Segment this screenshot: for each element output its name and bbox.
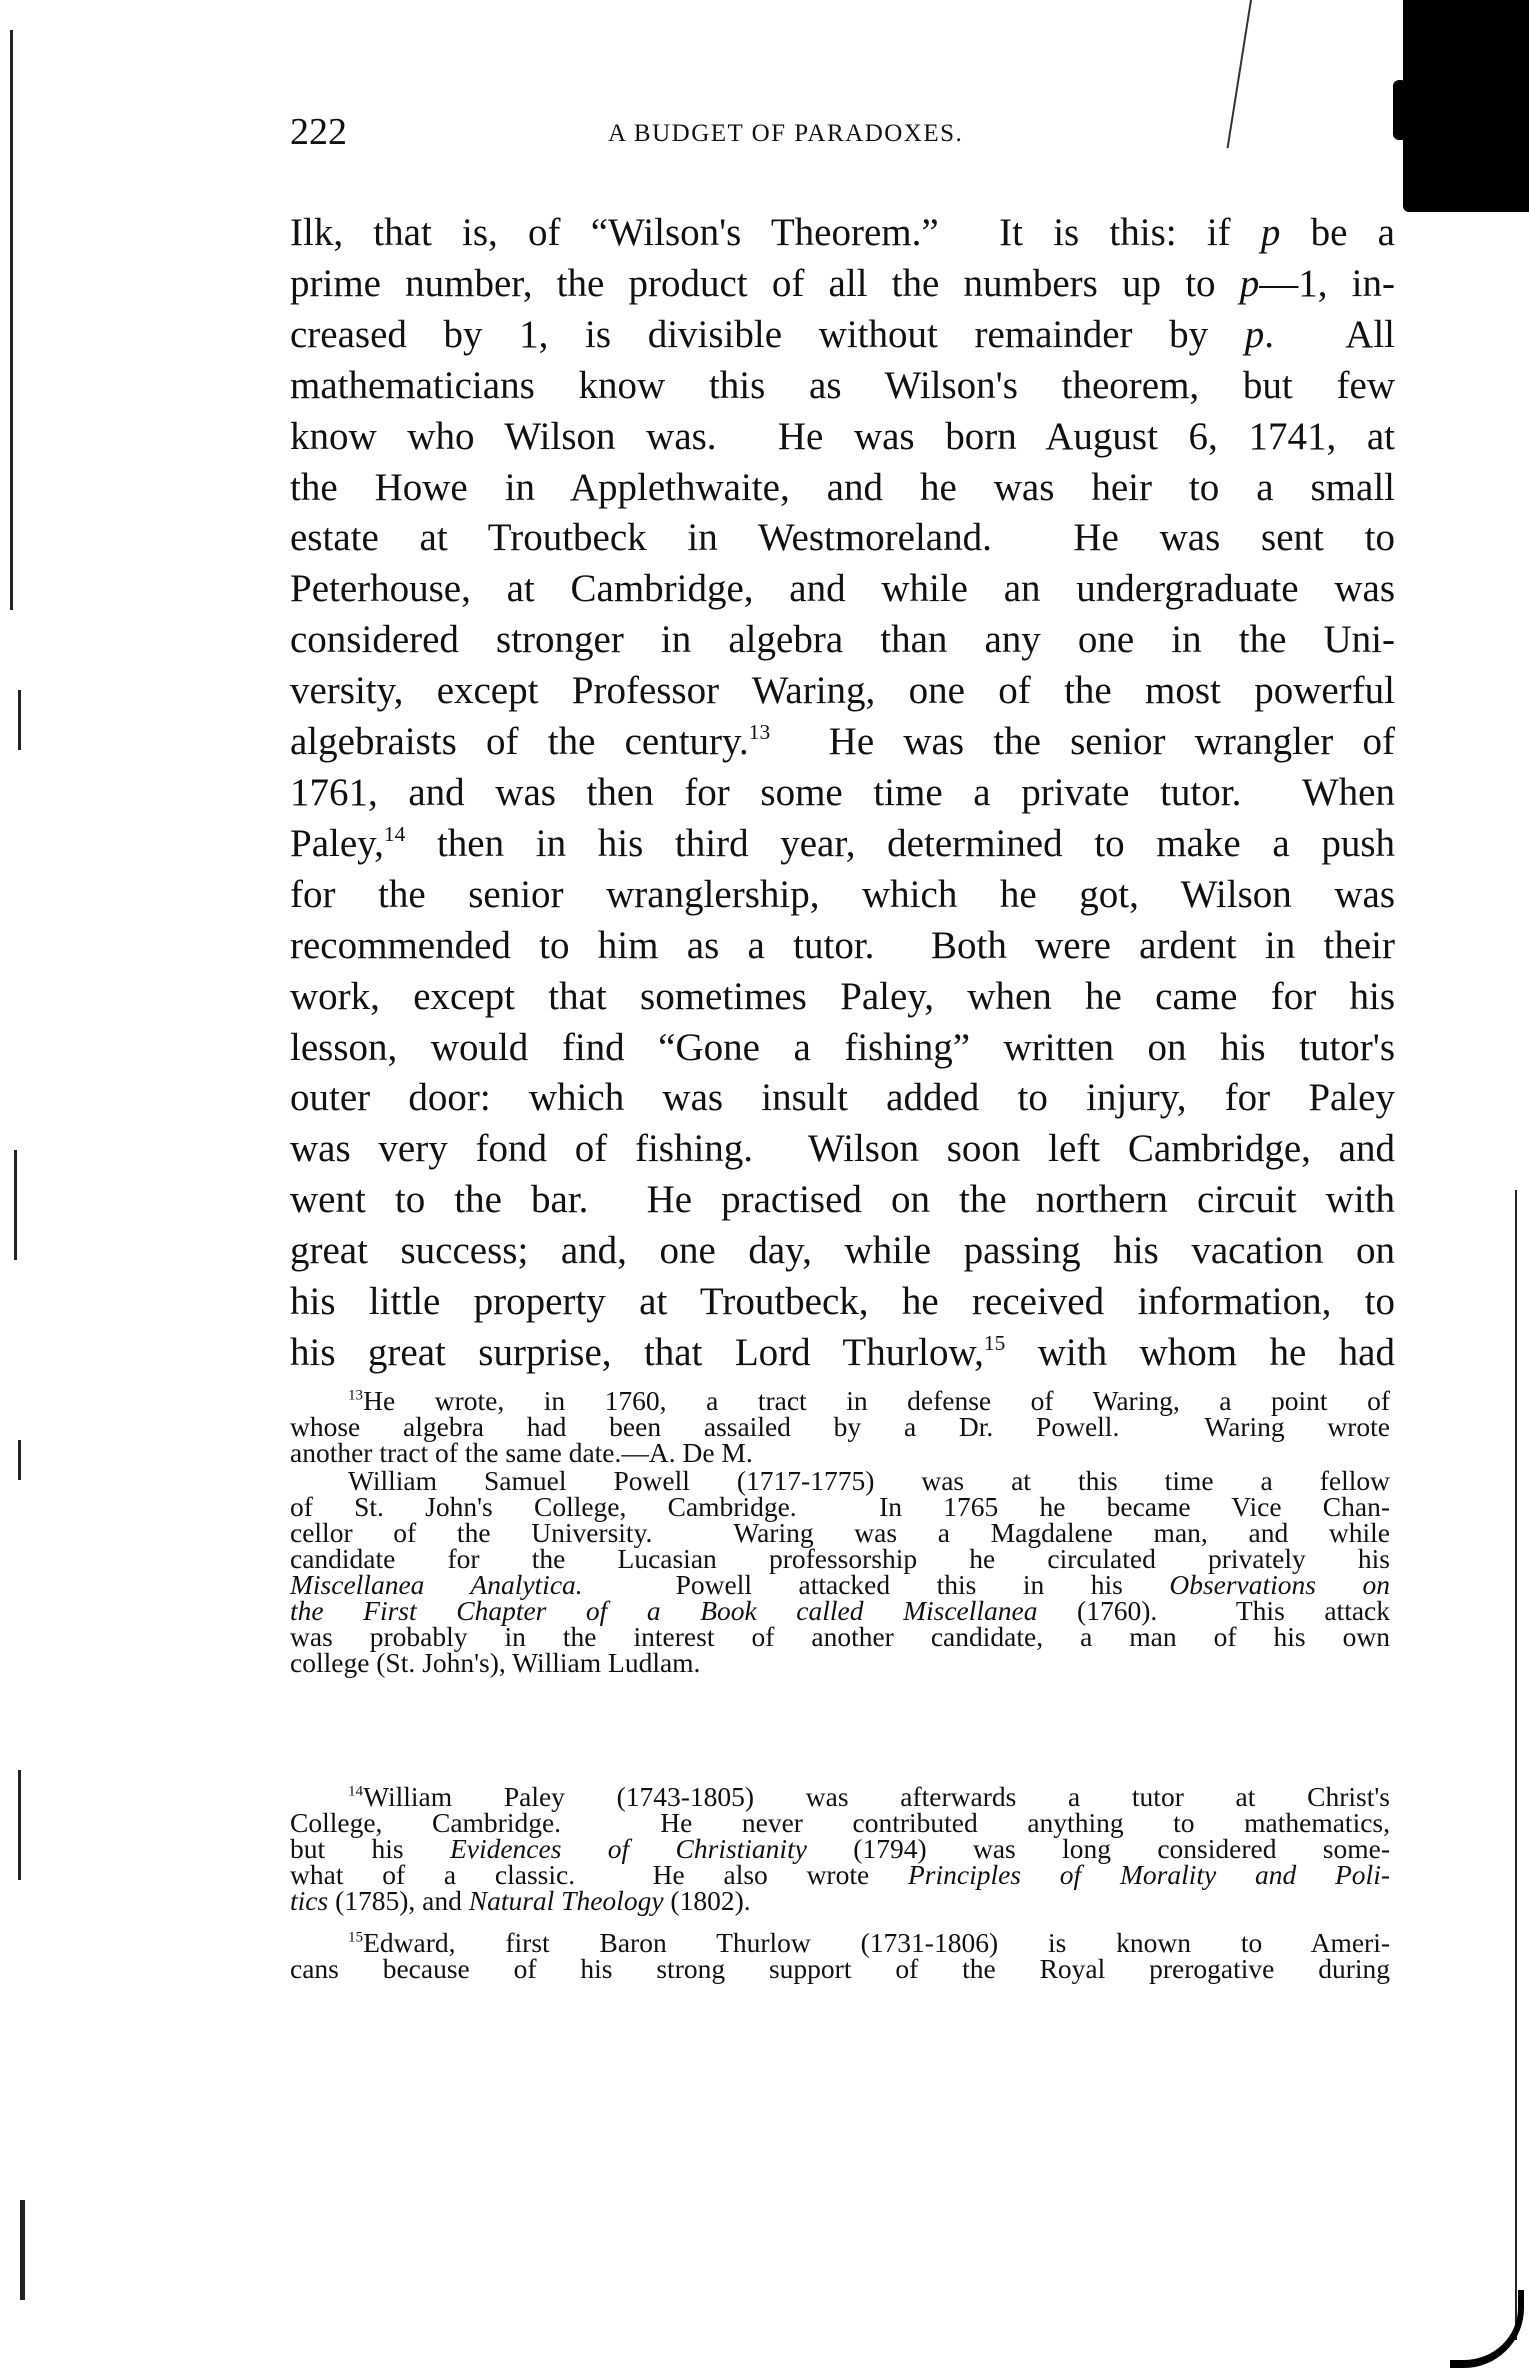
text-run: Peterhouse, at Cambridge, and while an undergraduate was xyxy=(290,567,1395,611)
scan-dark-corner xyxy=(1403,0,1529,212)
italic-text: Principles of Morality and Poli- xyxy=(907,1859,1390,1890)
text-run: candidate for the Lucasian professorship he circulated privately his xyxy=(290,1543,1390,1574)
text-line xyxy=(290,310,1395,361)
text-run: work, except that sometimes Paley, when he came for his xyxy=(290,974,1395,1018)
text-run: William Samuel Powell (1717-1775) was at this time a fellow xyxy=(348,1465,1390,1496)
text-run: of St. John's College, Cambridge. In 1765 he became Vice Chan- xyxy=(290,1491,1390,1522)
text-run: with whom he had xyxy=(1005,1330,1395,1374)
text-run: creased by 1, is divisible without remainder by xyxy=(290,312,1245,356)
text-run: algebraists of the century. xyxy=(290,720,749,764)
text-line xyxy=(290,972,1395,1023)
footnote-marker: 15 xyxy=(983,1330,1006,1355)
text-line xyxy=(290,615,1395,666)
text-line xyxy=(290,1175,1395,1226)
text-run: considered stronger in algebra than any one in the Uni- xyxy=(290,618,1395,662)
text-run: Paley, xyxy=(290,821,384,865)
text-run: versity, except Professor Waring, one of the most powerful xyxy=(290,669,1395,713)
italic-text: Natural Theology xyxy=(468,1885,664,1916)
scan-binding-mark xyxy=(20,2200,25,2300)
text-run: was very fond of fishing. Wilson soon left Cambridge, and xyxy=(290,1127,1395,1171)
text-line xyxy=(290,870,1395,921)
text-run: He wrote, in 1760, a tract in defense of Waring, a point of xyxy=(363,1385,1390,1416)
text-run: college (St. John's), William Ludlam. xyxy=(290,1647,701,1678)
italic-text: Evidences of Christianity xyxy=(449,1833,807,1864)
text-line xyxy=(290,1437,1390,1468)
text-run: outer door: which was insult added to injury, for Paley xyxy=(290,1076,1395,1120)
text-line xyxy=(290,1226,1395,1277)
footnote-marker: 13 xyxy=(748,720,771,745)
text-run: He was the senior wrangler of xyxy=(770,720,1395,764)
text-line xyxy=(290,1073,1395,1124)
text-line xyxy=(290,666,1395,717)
body-text xyxy=(290,208,1395,1379)
text-run: Edward, first Baron Thurlow (1731-1806) is known to Ameri- xyxy=(363,1927,1390,1958)
scan-binding-mark xyxy=(18,1770,21,1880)
text-run: —1, in- xyxy=(1259,261,1395,305)
scan-binding-mark xyxy=(18,690,21,750)
text-line xyxy=(290,1328,1395,1379)
text-line xyxy=(290,921,1395,972)
scan-pencil-mark xyxy=(1227,0,1252,148)
footnote-15 xyxy=(290,1927,1390,1984)
text-run: his great surprise, that Lord Thurlow, xyxy=(290,1330,984,1374)
text-run: the Howe in Applethwaite, and he was heir to a small xyxy=(290,465,1395,509)
text-line xyxy=(290,717,1395,768)
scan-page-edge xyxy=(1515,1190,1517,2340)
scan-binding-mark xyxy=(18,1440,21,1480)
text-line xyxy=(290,1953,1390,1984)
footnote-marker: 15 xyxy=(348,1929,364,1946)
text-run: recommended to him as a tutor. Both were ardent in their xyxy=(290,923,1395,967)
text-line xyxy=(290,259,1395,310)
text-run: but his xyxy=(290,1833,450,1864)
text-run: lesson, would find “Gone a fishing” written on his tutor's xyxy=(290,1025,1395,1069)
text-run: (1794) was long considered some- xyxy=(806,1833,1391,1864)
italic-text: p xyxy=(1244,312,1265,356)
scan-page-curl xyxy=(1450,2290,1524,2368)
text-run: mathematicians know this as Wilson's theorem, but few xyxy=(290,363,1395,407)
text-line xyxy=(290,1647,1390,1678)
text-run: (1802). xyxy=(663,1885,751,1916)
text-run: whose algebra had been assailed by a Dr. Powell. Waring wrote xyxy=(290,1411,1390,1442)
text-line xyxy=(290,1277,1395,1328)
text-line xyxy=(290,208,1395,259)
text-run: Ilk, that is, of “Wilson's Theorem.” It is this: if xyxy=(290,211,1261,254)
footnote-marker: 14 xyxy=(348,1783,364,1800)
footnote-13 xyxy=(290,1385,1390,1468)
text-run: then in his third year, determined to make a push xyxy=(405,821,1395,865)
text-line xyxy=(290,1023,1395,1074)
text-run: know who Wilson was. He was born August 6, 1741, at xyxy=(290,414,1395,458)
text-run: cellor of the University. Waring was a Magdalene man, and while xyxy=(290,1517,1390,1548)
italic-text: Miscellanea Analytica. xyxy=(290,1569,583,1600)
text-line xyxy=(290,463,1395,514)
italic-text: tics xyxy=(290,1885,329,1916)
text-run: cans because of his strong support of the Royal prerogative during xyxy=(290,1953,1390,1984)
text-line xyxy=(290,412,1395,463)
page-number: 222 xyxy=(290,111,347,153)
italic-text: the First Chapter of a Book called Miscellanea xyxy=(290,1595,1038,1626)
footnote-13-editor-note xyxy=(290,1465,1390,1678)
running-title: A BUDGET OF PARADOXES. xyxy=(608,120,964,147)
text-run: William Paley (1743-1805) was afterwards a tutor at Christ's xyxy=(363,1781,1390,1812)
text-run: for the senior wranglership, which he got, Wilson was xyxy=(290,872,1395,916)
text-run: Powell attacked this in his xyxy=(582,1569,1170,1600)
text-line xyxy=(290,513,1395,564)
text-run: . All xyxy=(1264,312,1395,356)
text-run: another tract of the same date.—A. De M. xyxy=(290,1437,753,1468)
text-line xyxy=(290,1885,1390,1916)
text-run: prime number, the product of all the numbers up to xyxy=(290,261,1240,305)
italic-text: p xyxy=(1239,261,1260,305)
text-run: great success; and, one day, while passing his vacation on xyxy=(290,1229,1395,1273)
footnote-14 xyxy=(290,1781,1391,1916)
text-run: College, Cambridge. He never contributed anything to mathematics, xyxy=(290,1807,1390,1838)
text-line xyxy=(290,819,1395,870)
italic-text: p xyxy=(1260,211,1281,254)
text-run: was probably in the interest of another candidate, a man of his own xyxy=(290,1621,1390,1652)
scan-binding-mark xyxy=(10,30,13,610)
text-line xyxy=(290,768,1395,819)
text-run: 1761, and was then for some time a private tutor. When xyxy=(290,770,1395,814)
text-run: (1760). This attack xyxy=(1037,1595,1390,1626)
text-run: went to the bar. He practised on the northern circuit with xyxy=(290,1178,1395,1222)
text-run: his little property at Troutbeck, he received information, to xyxy=(290,1280,1395,1324)
text-line xyxy=(290,361,1395,412)
text-line xyxy=(290,564,1395,615)
footnote-marker: 14 xyxy=(383,821,406,846)
text-run: (1785), and xyxy=(328,1885,469,1916)
italic-text: Observations on xyxy=(1169,1569,1390,1600)
text-run: what of a classic. He also wrote xyxy=(290,1859,908,1890)
footnote-marker: 13 xyxy=(348,1387,364,1404)
scan-binding-mark xyxy=(14,1150,17,1260)
text-run: be a xyxy=(1280,211,1395,254)
text-run: estate at Troutbeck in Westmoreland. He was sent to xyxy=(290,516,1395,560)
text-line xyxy=(290,1124,1395,1175)
